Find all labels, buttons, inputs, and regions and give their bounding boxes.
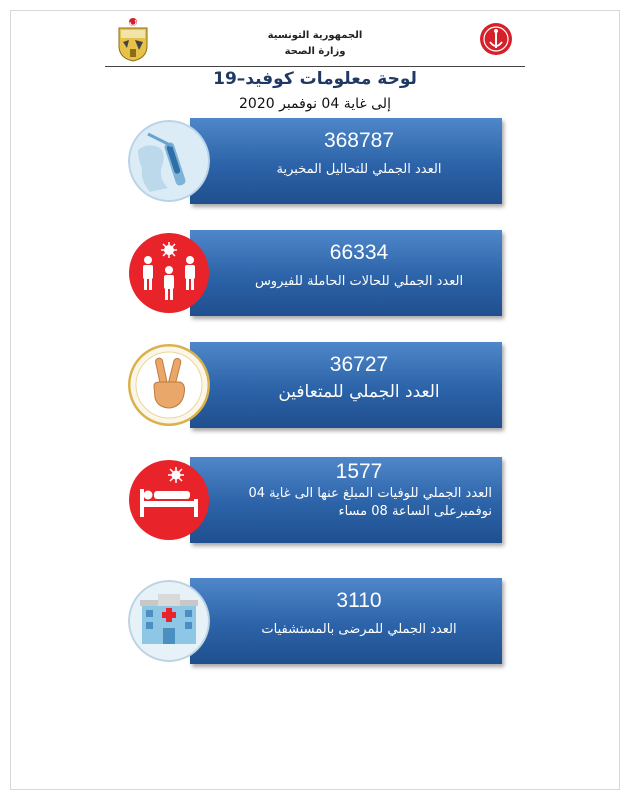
- stat-card-lab-tests: [190, 118, 502, 204]
- republic-name: الجمهورية التونسية: [267, 30, 363, 41]
- stat-label: العدد الجملي للتحاليل المخبرية: [276, 162, 442, 177]
- stat-label: العدد الجملي للمتعافين: [278, 382, 440, 402]
- stat-value: 1577: [335, 460, 383, 483]
- header-divider: [105, 66, 525, 67]
- hospital-icon: [128, 580, 210, 662]
- stat-value: 66334: [329, 241, 389, 264]
- stat-card-deaths: [190, 457, 502, 543]
- stat-label: العدد الجملي للمرضى بالمستشفيات: [261, 622, 457, 637]
- header-text: [215, 28, 415, 60]
- stat-label: العدد الجملي للوفيات المبلغ عنها الى غاية 04 نوفمبرعلى الساعة 08 مساء: [248, 486, 492, 519]
- patient-bed-icon: [128, 459, 210, 541]
- stat-value: 368787: [323, 129, 395, 152]
- ministry-of-health-logo: [479, 22, 513, 56]
- victory-hand-icon: [128, 344, 210, 426]
- lab-test-icon: [128, 120, 210, 202]
- infected-people-icon: [128, 232, 210, 314]
- coat-of-arms-logo: [113, 16, 153, 62]
- ministry-name: وزارة الصحة: [284, 46, 346, 57]
- stat-value: 36727: [329, 353, 389, 376]
- stat-label: العدد الجملي للحالات الحاملة للفيروس: [254, 274, 464, 289]
- page-subtitle: إلى غاية 04 نوفمبر 2020: [239, 96, 391, 112]
- page-title: لوحة معلومات كوفيد–19: [213, 69, 417, 89]
- stat-card-infected: [190, 230, 502, 316]
- stat-value: 3110: [336, 589, 382, 612]
- stat-card-recovered: [190, 342, 502, 428]
- stat-card-hospitalized: [190, 578, 502, 664]
